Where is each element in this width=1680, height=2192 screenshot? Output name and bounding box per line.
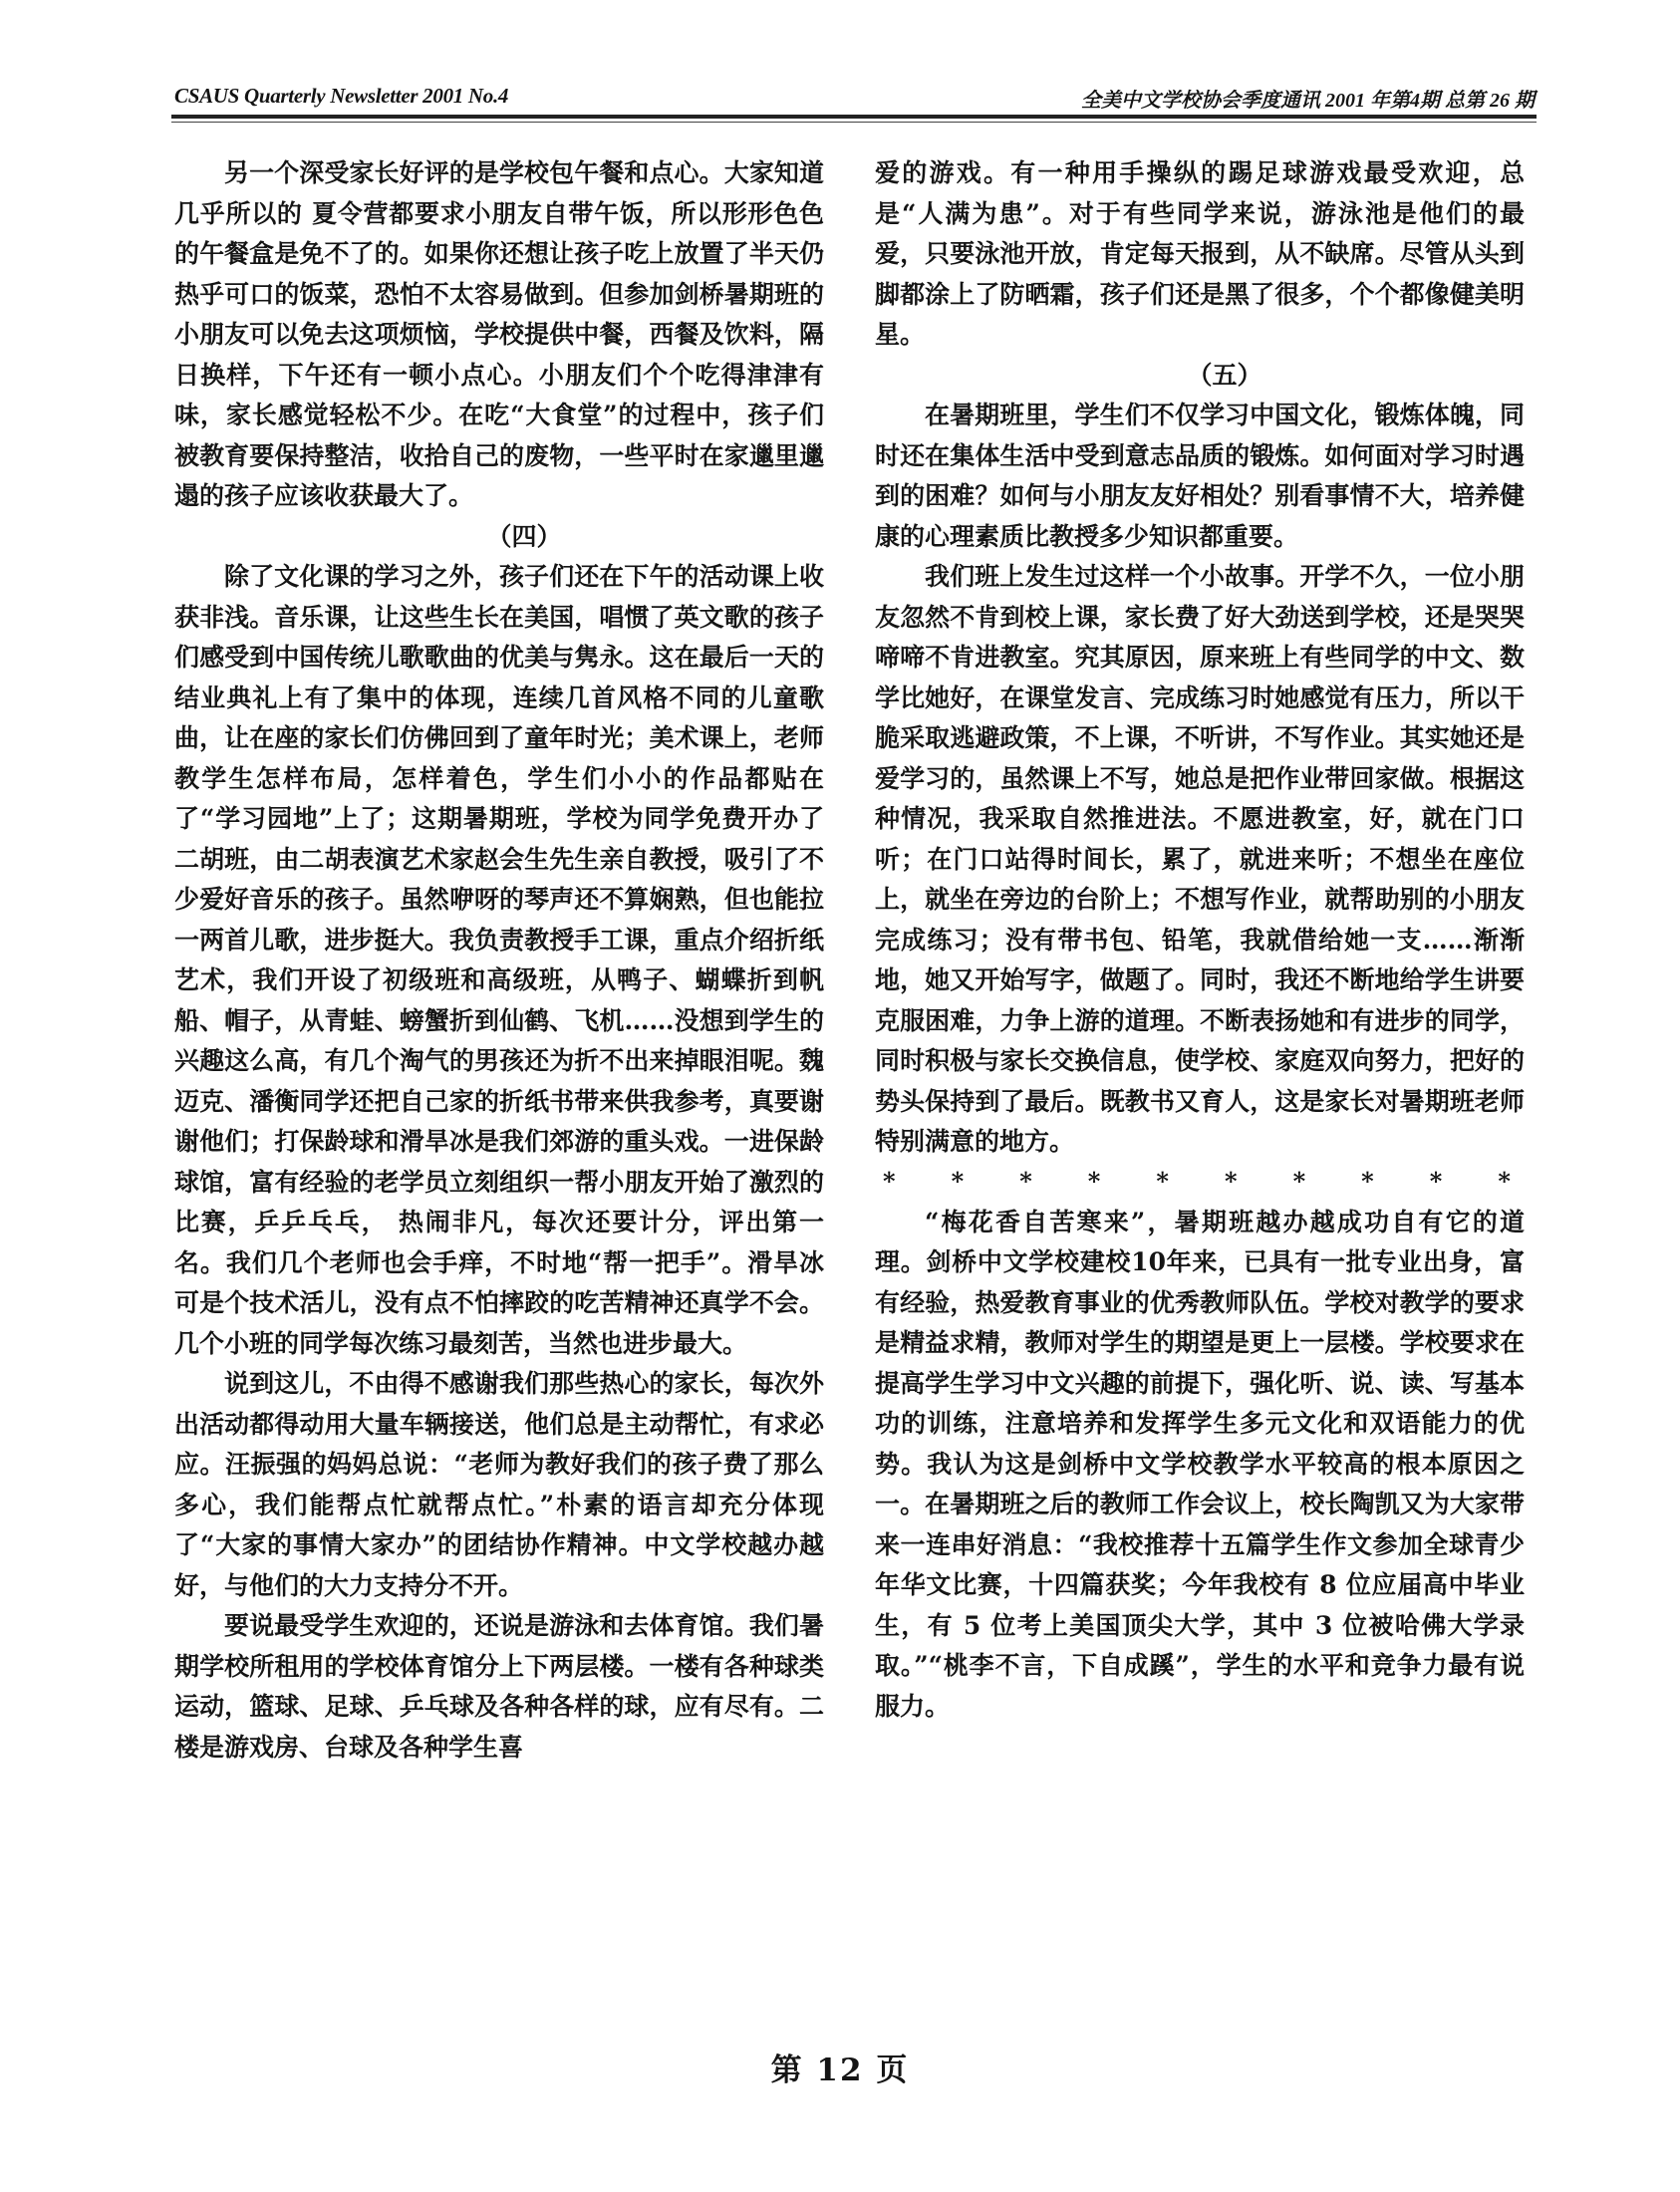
section-heading-4: （四） [486,521,562,551]
newsletter-issue: 全美中文学校协会季度通讯 2001 年第4期 总第 26 期 [1081,90,1535,112]
star: * [1224,1167,1238,1197]
paragraph-story: 我们班上发生过这样一个小故事。开学不久，一位小朋友忽然不肯到校上课，家长费了好大劲送到学校，还是哭哭啼啼不肯进教室。究其原因，原来班上有些同学的中文、数学比她好，在课堂发言、完成练习时她感觉有压力，所以干脆采取逃避政策，不上课，不听讲，不写作业。其实她还是爱学习的，虽然课上不写，她总是把作业带回家做。根据这种情况，我采取自然推进法。不愿进教室，好，就在门口听；在门口站得时间长，累了，就进来听；不想坐在座位上，就坐在旁边的台阶上；不想写作业，就帮助别的小朋友完成练习；没有带书包、铅笔，我就借给她一支……渐渐地，她又开始写字，做题了。同时，我还不断地给学生讲要克服困难，力争上游的道理。不断表扬她和有进步的同学，同时积极与家长交换信息，使学校、家庭双向努力，把好的势头保持到了最后。既教书又育人，这是家长对暑期班老师特别满意的地方。 [875,562,1525,1156]
paragraph-games: 爱的游戏。有一种用手操纵的踢足球游戏最受欢迎，总是“人满为患”。对于有些同学来说，游泳池是他们的最爱，只要泳池开放，肯定每天报到，从不缺席。尽管从头到脚都涂上了防晒霜，孩子们还是黑了很多，个个都像健美明星。 [875,158,1525,349]
left-column [174,153,824,1768]
page-number: 第 12 页 [770,2053,910,2088]
star: * [1019,1167,1032,1197]
paragraph-conclusion: “梅花香自苦寒来”，暑期班越办越成功自有它的道理。剑桥中文学校建校10年来，已具有一批专业出身，富有经验，热爱教育事业的优秀教师队伍。学校对教学的要求是精益求精，教师对学生的期望是更上一层楼。学校要求在提高学生学习中文兴趣的前提下，强化听、说、读、写基本功的训练，注意培养和发挥学生多元文化和双语能力的优势。我认为这是剑桥中文学校教学水平较高的根本原因之一。在暑期班之后的教师工作会议上，校长陶凯又为大家带来一连串好消息：“我校推荐十五篇学生作文参加全球青少年华文比赛，十四篇获奖；今年我校有 8 位应届高中毕业生，有 5 位考上美国顶尖大学，其中 3 位被哈佛大学录取。”“桃李不言，下自成蹊”，学生的水平和竞争力最有说服力。 [875,1207,1525,1721]
star: * [1429,1167,1443,1197]
header-rule-thin [171,122,1537,123]
star: * [1087,1167,1101,1197]
paragraph-character: 在暑期班里，学生们不仅学习中国文化，锻炼体魄，同时还在集体生活中受到意志品质的锻炼。如何面对学习时遇到的困难？如何与小朋友友好相处？别看事情不大，培养健康的心理素质比教授多少知识都重要。 [875,401,1525,551]
star: * [883,1167,896,1197]
star: * [1156,1167,1169,1197]
right-column [875,153,1525,1727]
star: * [1361,1167,1374,1197]
newsletter-title: CSAUS Quarterly Newsletter 2001 No.4 [174,84,509,108]
paragraph-lunch: 另一个深受家长好评的是学校包午餐和点心。大家知道几乎所以的 夏令营都要求小朋友自带午饭，所以形形色色的午餐盒是免不了的。如果你还想让孩子吃上放置了半天仍热乎可口的饭菜，恐怕不太容易做到。但参加剑桥暑期班的小朋友可以免去这项烦恼，学校提供中餐，西餐及饮料，隔日换样，下午还有一顿小点心。小朋友们个个吃得津津有味，家长感觉轻松不少。在吃“大食堂”的过程中，孩子们被教育要保持整洁，收拾自己的废物，一些平时在家邋里邋遢的孩子应该收获最大了。 [174,158,824,510]
section-heading-5: （五） [1187,360,1262,390]
star: * [951,1167,965,1197]
star: * [1498,1167,1511,1197]
paragraph-activities: 除了文化课的学习之外，孩子们还在下午的活动课上收获非浅。音乐课，让这些生长在美国，唱惯了英文歌的孩子们感受到中国传统儿歌歌曲的优美与隽永。这在最后一天的结业典礼上有了集中的体现，连续几首风格不同的儿童歌曲，让在座的家长们仿佛回到了童年时光；美术课上，老师教学生怎样布局，怎样着色，学生们小小的作品都贴在了“学习园地”上了；这期暑期班，学校为同学免费开办了二胡班，由二胡表演艺术家赵会生先生亲自教授，吸引了不少爱好音乐的孩子。虽然咿呀的琴声还不算娴熟，但也能拉一两首儿歌，进步挺大。我负责教授手工课，重点介绍折纸艺术，我们开设了初级班和高级班，从鸭子、蝴蝶折到帆船、帽子，从青蛙、螃蟹折到仙鹤、飞机……没想到学生的兴趣这么高，有几个淘气的男孩还为折不出来掉眼泪呢。魏迈克、潘衡同学还把自己家的折纸书带来供我参考，真要谢谢他们；打保龄球和滑旱冰是我们郊游的重头戏。一进保龄球馆，富有经验的老学员立刻组织一帮小朋友开始了激烈的比赛，乒乒乓乓， 热闹非凡，每次还要计分，评出第一名。我们几个老师也会手痒，不时地“帮一把手”。滑旱冰可是个技术活儿，没有点不怕摔跤的吃苦精神还真学不会。几个小班的同学每次练习最刻苦，当然也进步最大。 [174,562,824,1358]
paragraph-swimming: 要说最受学生欢迎的，还说是游泳和去体育馆。我们暑期学校所租用的学校体育馆分上下两层楼。一楼有各种球类运动，篮球、足球、乒乓球及各种各样的球，应有尽有。二楼是游戏房、台球及各种学生喜 [174,1611,824,1762]
paragraph-parents: 说到这儿，不由得不感谢我们那些热心的家长，每次外出活动都得动用大量车辆接送，他们总是主动帮忙，有求必应。汪振强的妈妈总说：“老师为教好我们的孩子费了那么多心，我们能帮点忙就帮点忙。”朴素的语言却充分体现了“大家的事情大家办”的团结协作精神。中文学校越办越好，与他们的大力支持分不开。 [174,1369,824,1600]
star: * [1292,1167,1306,1197]
header-rule [171,115,1537,119]
star-divider [875,1163,1525,1203]
